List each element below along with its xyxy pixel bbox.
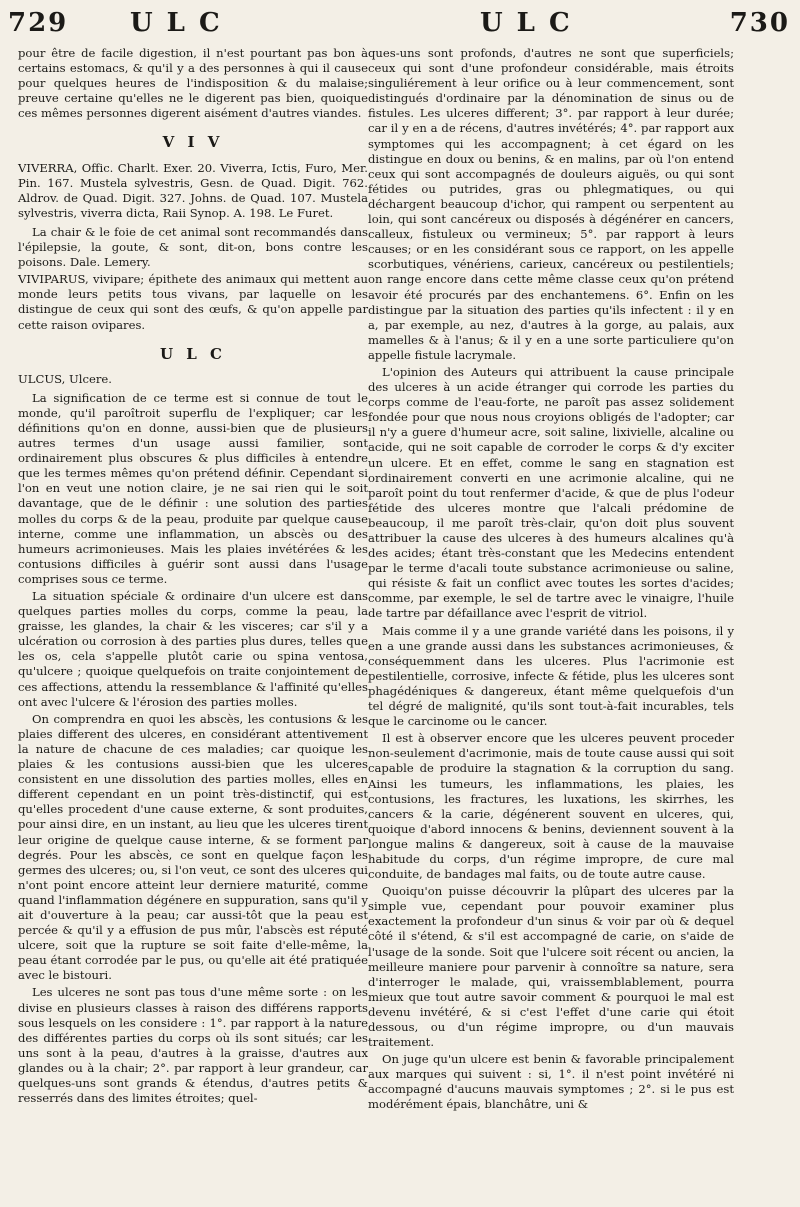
paragraph: Il est à observer encore que les ulceres peuvent proceder non-seulement d'acrimonie, mais de toute cause aussi qui soit capable de produire la stagnation & la corruption du sang. Ainsi les tumeurs, les inflammations, les plaies, les contusions, les fractures, les luxations, les skirrhes, les cancers & la carie, dégénerent souvent en ulceres, qui, quoique d'abord innocens & benins, deviennent souvent à la longue malins & dangereux, soit à cause de la mauvaise habitude du corps, d'un régime impropre, de cure mal conduite, de bandages mal faits, ou de toute autre cause. — [368, 731, 734, 882]
paragraph: L'opinion des Auteurs qui attribuent la cause principale des ulceres à un acide étranger qui corrode les parties du corps comme de l'eau-forte, ne paroît pas assez solidement fondée pour que nous nous croyions obligés de l'adopter; car il n'y a guere d'humeur acre, soit saline, lixivielle, alcaline ou acide, qui ne soit capable de corroder le corps & d'y exciter un ulcere. Et en effet, comme le sang en stagnation est ordinairement converti en une acrimonie alcaline, qui ne paroît point du tout renfermer d'acide, & que de plus l'odeur fétide des ulceres montre que l'alcali prédomine de beaucoup, il me paroît très-clair, qu'on doit plus souvent attribuer la cause des ulceres à des humeurs alcalines qu'à des acides; étant très-constant que les Medecins entendent par le terme d'acali toute substance acrimonieuse ou saline, qui résiste & fait un conflict avec toutes les sortes d'acides; comme, par exemple, le sel de tartre avec le vinaigre, l'huile de tartre par défaillance avec l'esprit de vitriol. — [368, 364, 734, 621]
page-number-left: 729 — [8, 8, 69, 38]
running-head-right: ULC — [480, 8, 584, 38]
paragraph: ques-uns sont profonds, d'autres ne sont que superficiels; ceux qui sont d'une profondeur considérable, mais étroits singuliérement à leur orifice ou à leur commencement, sont distingués d'ordinaire par la dénomination de sinus ou de fistules. Les ulceres different; 3°. par rapport à leur durée; car il y en a de récens, d'autres invétérés; 4°. par rapport aux symptomes qui les accompagnent; à cet égard on les distingue en doux ou benins, & en malins, par où l'on entend ceux qui sont accompagnés de douleurs aiguës, ou qui sont fétides ou putrides, gras ou phlegmatiques, ou qui déchargent beaucoup d'ichor, qui rampent ou serpentent au loin, qui sont cancéreux ou disposés à dégénérer en cancers, calleux, fistuleux ou vermineux; 5°. par rapport à leurs causes; or en les considérant sous ce rapport, on les appelle scorbutiques, vénériens, carieux, cancéreux ou pestilentiels; on range encore dans cette même classe ceux qu'on prétend avoir été procurés par des enchantemens. 6°. Enfin on les distingue par la situation des parties qu'ils infectent : il y en a, par exemple, au nez, d'autres à la gorge, au palais, aux mamelles & à l'anus; & il y en a une sorte particuliere qu'on appelle fistule lacrymale. — [368, 46, 734, 362]
entry-viverra: VIVERRA, Offic. Charlt. Exer. 20. Viverra, Ictis, Furo, Mer. Pin. 167. Mustela sylvestris, Gesn. de Quad. Digit. 762. Aldrov. de Quad. Digit. 327. Johns. de Quad. 107. Mustela sylvestris, viverra dicta, Raii Synop. A. 198. Le Furet. — [18, 160, 368, 220]
running-head-left: ULC — [130, 8, 234, 38]
paragraph: On juge qu'un ulcere est benin & favorable principalement aux marques qui suivent : si, 1°. il n'est point invétéré ni accompagné d'aucuns mauvais symptomes ; 2°. si le pus est modérément épais, blanchâtre, uni & — [368, 1052, 734, 1112]
section-heading-viv: V I V — [162, 133, 224, 152]
paragraph: Quoiqu'on puisse découvrir la plûpart des ulceres par la simple vue, cependant pour pouvoir examiner plus exactement la profondeur d'un sinus & voir par où & dequel côté il s'étend, & s'il est accompagné de carie, on s'aide de l'usage de la sonde. Soit que l'ulcere soit récent ou ancien, la meilleure maniere pour parvenir à connoître sa nature, sera d'interroger le malade, qui, vraissemblablement, pourra mieux que tout autre savoir comment & pourquoi le mal est devenu invétéré, & si c'est l'effet d'une carie qui étoit dessous, ou d'un régime impropre, ou d'un mauvais traitement. — [368, 884, 734, 1050]
paragraph: Mais comme il y a une grande variété dans les poisons, il y en a une grande aussi dans les substances acrimonieuses, & conséquemment dans les ulceres. Plus l'acrimonie est pestilentielle, corrosive, infecte & fétide, plus les ulceres sont phagédéniques & dangereux, étant même quelquefois d'un tel dégré de malignité, qu'ils sont tout-à-fait incurables, tels que le carcinome ou le cancer. — [368, 623, 734, 729]
page-number-right: 730 — [729, 8, 790, 38]
paragraph: La chair & le foie de cet animal sont recommandés dans l'épilepsie, la goute, & sont, dit-on, bons contre les poisons. Dale. Lemery. — [18, 224, 368, 270]
paragraph: pour être de facile digestion, il n'est pourtant pas bon à certains estomacs, & qu'il y a des personnes à qui il cause pour quelques heures de l'indisposition & du malaise; preuve certaine qu'elles ne le digerent pas bien, quoique ces mêmes personnes digerent aisément d'autres viandes. — [18, 46, 368, 121]
left-column — [18, 46, 368, 1108]
paragraph: La situation spéciale & ordinaire d'un ulcere est dans quelques parties molles du corps, comme la peau, la graisse, les glandes, la chair & les visceres; car s'il y a ulcération ou corrosion à des parties plus dures, telles que les os, cela s'appelle plutôt carie ou spina ventosa, qu'ulcere ; quoique quelquefois on traite conjointement de ces affections, attendu la ressemblance & l'affinité qu'elles ont avec l'ulcere & l'érosion des parties molles. — [18, 589, 368, 709]
paragraph: La signification de ce terme est si connue de tout le monde, qu'il paroîtroit superflu de l'expliquer; car les définitions qu'on en donne, aussi-bien que de plusieurs autres termes d'un usage aussi familier, sont ordinairement plus obscures & plus difficiles à entendre que les termes mêmes qu'on prétend définir. Cependant si l'on en veut une notion claire, je ne sai rien qui le soit davantage, que de le définir : une solution des parties molles du corps & de la peau, produite par quelque cause interne, comme une inflammation, un abscès ou des humeurs acrimonieuses. Mais les plaies invétérées & les contusions difficiles à guérir sont aussi dans l'usage comprises sous ce terme. — [18, 390, 368, 586]
entry-ulcus: ULCUS, Ulcere. — [18, 371, 112, 386]
paragraph: On comprendra en quoi les abscès, les contusions & les plaies different des ulceres, en considérant attentivement la nature de chacune de ces maladies; car quoique les plaies & les contusions aussi-bien que les ulceres consistent en une dissolution des parties molles, elles en different cependant en un point très-distinctif, qui est qu'elles procedent d'une cause externe, & sont produites, pour ainsi dire, en un instant, au lieu que les ulceres tirent leur origine de quelque cause interne, & se forment par degrés. Pour les abscès, ce sont en quelque façon les germes des ulceres; ou, si l'on veut, ce sont des ulceres qui n'ont point encore atteint leur derniere maturité, comme quand l'inflammation dégénere en suppuration, sans qu'il y ait d'ouverture à la peau; car aussi-tôt que la peau est percée & qu'il y a effusion de pus mûr, l'abscès est réputé ulcere, soit que la rupture se soit faite d'elle-même, la peau étant corrodée par le pus, ou qu'elle ait été pratiquée avec le bistouri. — [18, 711, 368, 983]
right-column — [368, 46, 734, 1115]
entry-viviparus: VIVIPARUS, vivipare; épithete des animaux qui mettent au monde leurs petits tous vivans, par laquelle on les distingue de ceux qui sont des œufs, & qu'on appelle par cette raison ovipares. — [18, 272, 368, 332]
section-heading-ulc: U L C — [159, 344, 226, 363]
paragraph: Les ulceres ne sont pas tous d'une même sorte : on les divise en plusieurs classes à raison des différens rapports sous lesquels on les considere : 1°. par rapport à la nature des différentes parties du corps où ils sont situés; car les uns sont à la peau, d'autres à la graisse, d'autres aux glandes ou à la chair; 2°. par rapport à leur grandeur, car quelques-uns sont grands & étendus, d'autres petits & resserrés dans des limites étroites; quel- — [18, 985, 368, 1106]
